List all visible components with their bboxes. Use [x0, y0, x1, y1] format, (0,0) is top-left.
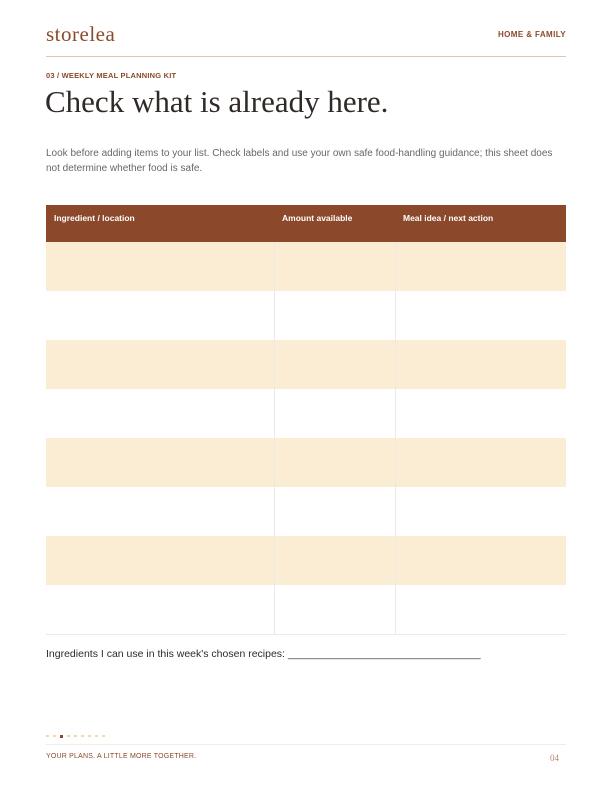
ingredient-cell[interactable]	[46, 487, 274, 536]
footer-divider	[46, 744, 566, 745]
amount-cell[interactable]	[274, 242, 395, 291]
table-row	[46, 487, 566, 536]
meal-idea-cell[interactable]	[395, 291, 566, 340]
brand-logo: storelea	[46, 22, 116, 46]
page-title: Check what is already here.	[45, 84, 389, 119]
eyebrow: 03 / WEEKLY MEAL PLANNING KIT	[46, 71, 177, 80]
table-row	[46, 438, 566, 487]
amount-cell[interactable]	[274, 585, 395, 634]
meal-idea-cell[interactable]	[395, 389, 566, 438]
meal-idea-cell[interactable]	[395, 536, 566, 585]
ingredient-cell[interactable]	[46, 389, 274, 438]
ingredient-cell[interactable]	[46, 291, 274, 340]
meal-idea-cell[interactable]	[395, 438, 566, 487]
footer-tagline: YOUR PLANS. A LITTLE MORE TOGETHER.	[46, 753, 197, 760]
meal-idea-cell[interactable]	[395, 487, 566, 536]
column-header-ingredient: Ingredient / location	[46, 205, 274, 242]
meal-idea-cell[interactable]	[395, 585, 566, 634]
header-divider	[46, 56, 566, 57]
amount-cell[interactable]	[274, 487, 395, 536]
ingredient-cell[interactable]	[46, 438, 274, 487]
table-row	[46, 242, 566, 291]
inventory-table	[46, 205, 566, 635]
table-row	[46, 389, 566, 438]
ingredient-cell[interactable]	[46, 340, 274, 389]
table-body	[46, 242, 566, 634]
table-row	[46, 585, 566, 634]
table-row	[46, 291, 566, 340]
column-header-meal-idea: Meal idea / next action	[395, 205, 566, 242]
meal-idea-cell[interactable]	[395, 242, 566, 291]
meal-idea-cell[interactable]	[395, 340, 566, 389]
ingredient-cell[interactable]	[46, 536, 274, 585]
amount-cell[interactable]	[274, 389, 395, 438]
section-label: HOME & FAMILY	[497, 30, 566, 39]
page-number: 04	[550, 753, 559, 763]
amount-cell[interactable]	[274, 291, 395, 340]
table-row	[46, 340, 566, 389]
intro-text: Look before adding items to your list. Check labels and use your own safe food-handling guidance; this sheet does not determine whether food is safe.	[46, 148, 553, 174]
decorative-dots	[46, 735, 116, 738]
ingredient-cell[interactable]	[46, 585, 274, 634]
column-header-amount: Amount available	[274, 205, 395, 242]
amount-cell[interactable]	[274, 438, 395, 487]
ingredient-cell[interactable]	[46, 242, 274, 291]
ingredients-fill-in-line[interactable]: Ingredients I can use in this week's chosen recipes: _________________________________	[46, 648, 481, 660]
amount-cell[interactable]	[274, 536, 395, 585]
table-header-row	[46, 205, 566, 242]
amount-cell[interactable]	[274, 340, 395, 389]
table-row	[46, 536, 566, 585]
